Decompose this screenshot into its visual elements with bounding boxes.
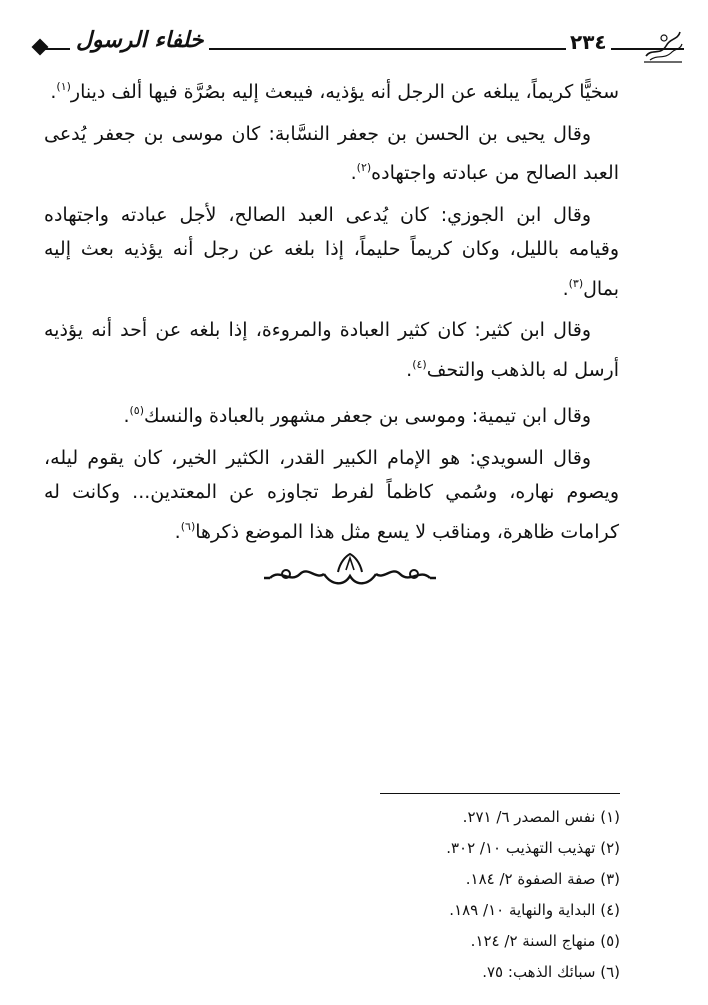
footnote-ref[interactable]: (٥) <box>129 404 144 417</box>
paragraph-2: وقال يحيى بن الحسن بن جعفر النسَّابة: كان موسى بن جعفر يُدعى العبد الصالح من عبادته واجتهاده$^{(٢)}$. <box>44 122 619 184</box>
footnote-ref[interactable]: (١) <box>56 80 71 93</box>
section-divider-ornament-icon <box>260 550 440 596</box>
footnote-ref[interactable]: (٤) <box>412 357 427 371</box>
paragraph-6: وقال السويدي: هو الإمام الكبير القدر، الكثير الخير، كان يقوم ليله، ويصوم نهاره، وسُمي كاظماً لفرط تجاوزه عن المعتدين... وكانت له كرامات ظاهرة، ومناقب لا يسع مثل هذا الموضع ذكرها$^{(٦)}$. <box>44 446 619 543</box>
footnote-2: (٢) تهذيب التهذيب ١٠/ ٣٠٢. <box>446 839 620 857</box>
footnote-1: (١) نفس المصدر ٦/ ٢٧١. <box>462 808 620 826</box>
corner-ornament-icon <box>642 26 684 64</box>
body-text <box>44 70 619 556</box>
footnote-4: (٤) البداية والنهاية ١٠/ ١٨٩. <box>449 901 620 919</box>
paragraph-4: وقال ابن كثير: كان كثير العبادة والمروءة، إذا بلغه عن أحد أنه يؤذيه أرسل له بالذهب والتحف$^{(٤)}$. <box>44 319 619 381</box>
page-number: ٢٣٤ <box>566 30 611 54</box>
footnote-ref[interactable]: (٢) <box>356 161 372 174</box>
footnote-6: (٦) سبائك الذهب: ٧٥. <box>482 963 620 981</box>
page-header <box>26 22 684 70</box>
footnote-3: (٣) صفة الصفوة ٢/ ١٨٤. <box>465 870 620 888</box>
paragraph-3: وقال ابن الجوزي: كان يُدعى العبد الصالح، لأجل عبادته واجتهاده وقيامه بالليل، وكان كريماً حليماً، إذا بلغه عن رجل أنه يؤذيه بعث إليه بمال$^{(٣)}$. <box>44 203 619 300</box>
footnote-ref[interactable]: (٦) <box>180 519 196 533</box>
footnotes <box>300 802 620 988</box>
paragraph-5: وقال ابن تيمية: وموسى بن جعفر مشهور بالعبادة والنسك$^{(٥)}$. <box>123 404 591 427</box>
footnote-rule <box>380 793 620 794</box>
diamond-icon <box>32 39 49 56</box>
paragraph-1: سخيًّا كريماً، يبلغه عن الرجل أنه يؤذيه، فيبعث إليه بصُرَّة فيها ألف دينار$^{(١)}$. <box>50 80 619 103</box>
footnote-ref[interactable]: (٣) <box>568 276 584 290</box>
book-title: خلفاء الرسول <box>70 28 209 53</box>
footnote-5: (٥) منهاج السنة ٢/ ١٢٤. <box>470 932 620 950</box>
